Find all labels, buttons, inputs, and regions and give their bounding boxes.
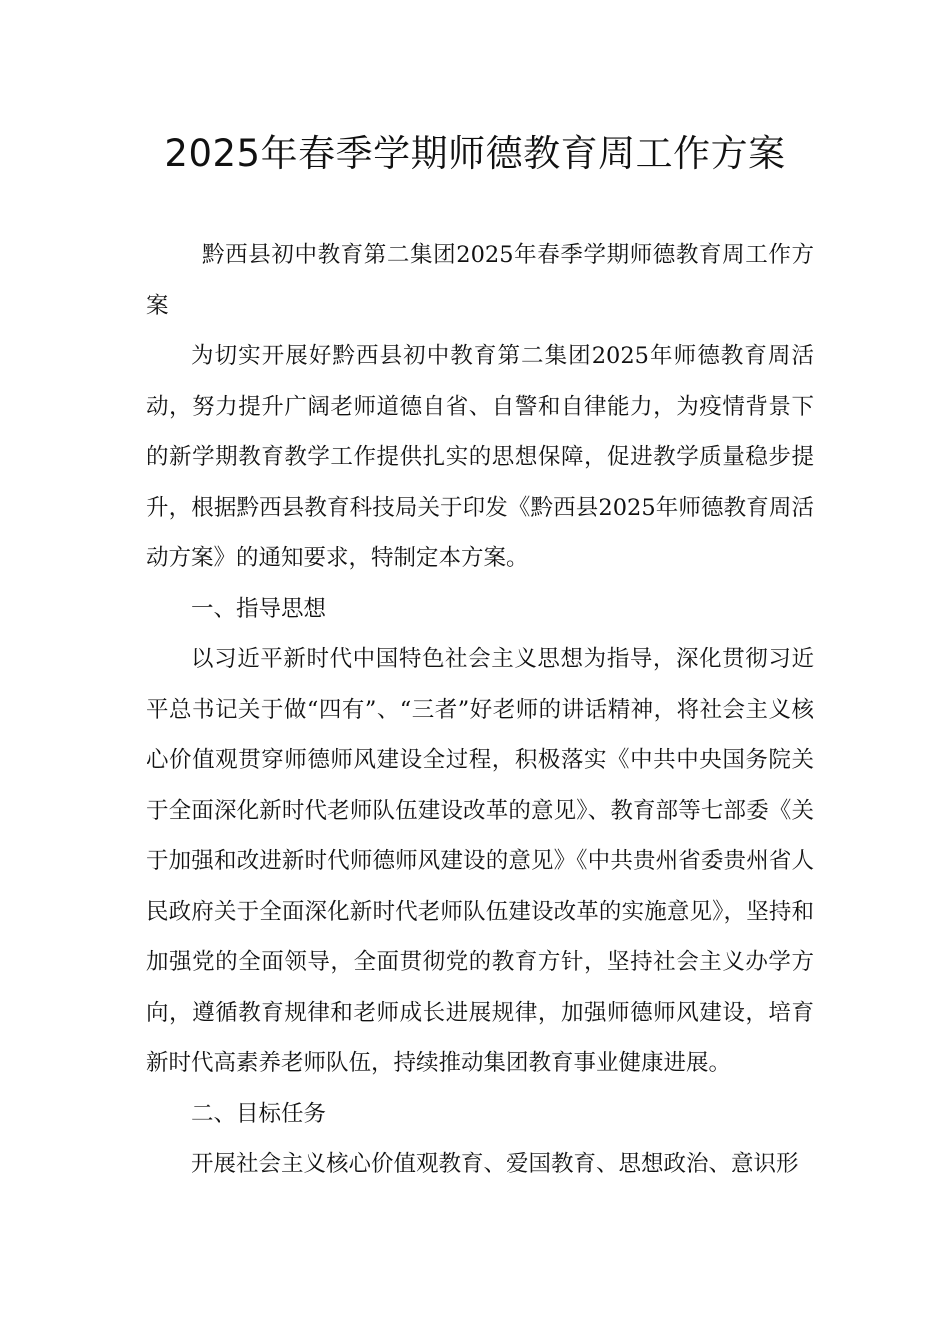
document-title: 2025年春季学期师德教育周工作方案 <box>164 132 786 175</box>
document-body <box>146 230 814 1190</box>
document-subtitle: 黔西县初中教育第二集团2025年春季学期师德教育周工作方案 <box>146 242 814 319</box>
section-body-goals-tasks: 开展社会主义核心价值观教育、爱国教育、思想政治、意识形 <box>191 1151 799 1177</box>
intro-paragraph: 为切实开展好黔西县初中教育第二集团2025年师德教育周活动，努力提升广阔老师道德自省、自警和自律能力，为疫情背景下的新学期教育教学工作提供扎实的思想保障，促进教学质量稳步提升，根据黔西县教育科技局关于印发《黔西县2025年师德教育周活动方案》的通知要求，特制定本方案。 <box>146 343 814 571</box>
section-heading-guiding-ideology: 一、指导思想 <box>191 595 327 622</box>
section-body-guiding-ideology: 以习近平新时代中国特色社会主义思想为指导，深化贯彻习近平总书记关于做“四有”、“三者”好老师的讲话精神，将社会主义核心价值观贯穿师德师风建设全过程，积极落实《中共中央国务院关于全面深化新时代老师队伍建设改革的意见》、教育部等七部委《关于加强和改进新时代师德师风建设的意见》《中共贵州省委贵州省人民政府关于全面深化新时代老师队伍建设改革的实施意见》，坚持和加强党的全面领导，全面贯彻党的教育方针，坚持社会主义办学方向，遵循教育规律和老师成长进展规律，加强师德师风建设，培育新时代高素养老师队伍，持续推动集团教育事业健康进展。 <box>146 646 814 1076</box>
section-heading-goals-tasks: 二、目标任务 <box>191 1100 327 1127</box>
